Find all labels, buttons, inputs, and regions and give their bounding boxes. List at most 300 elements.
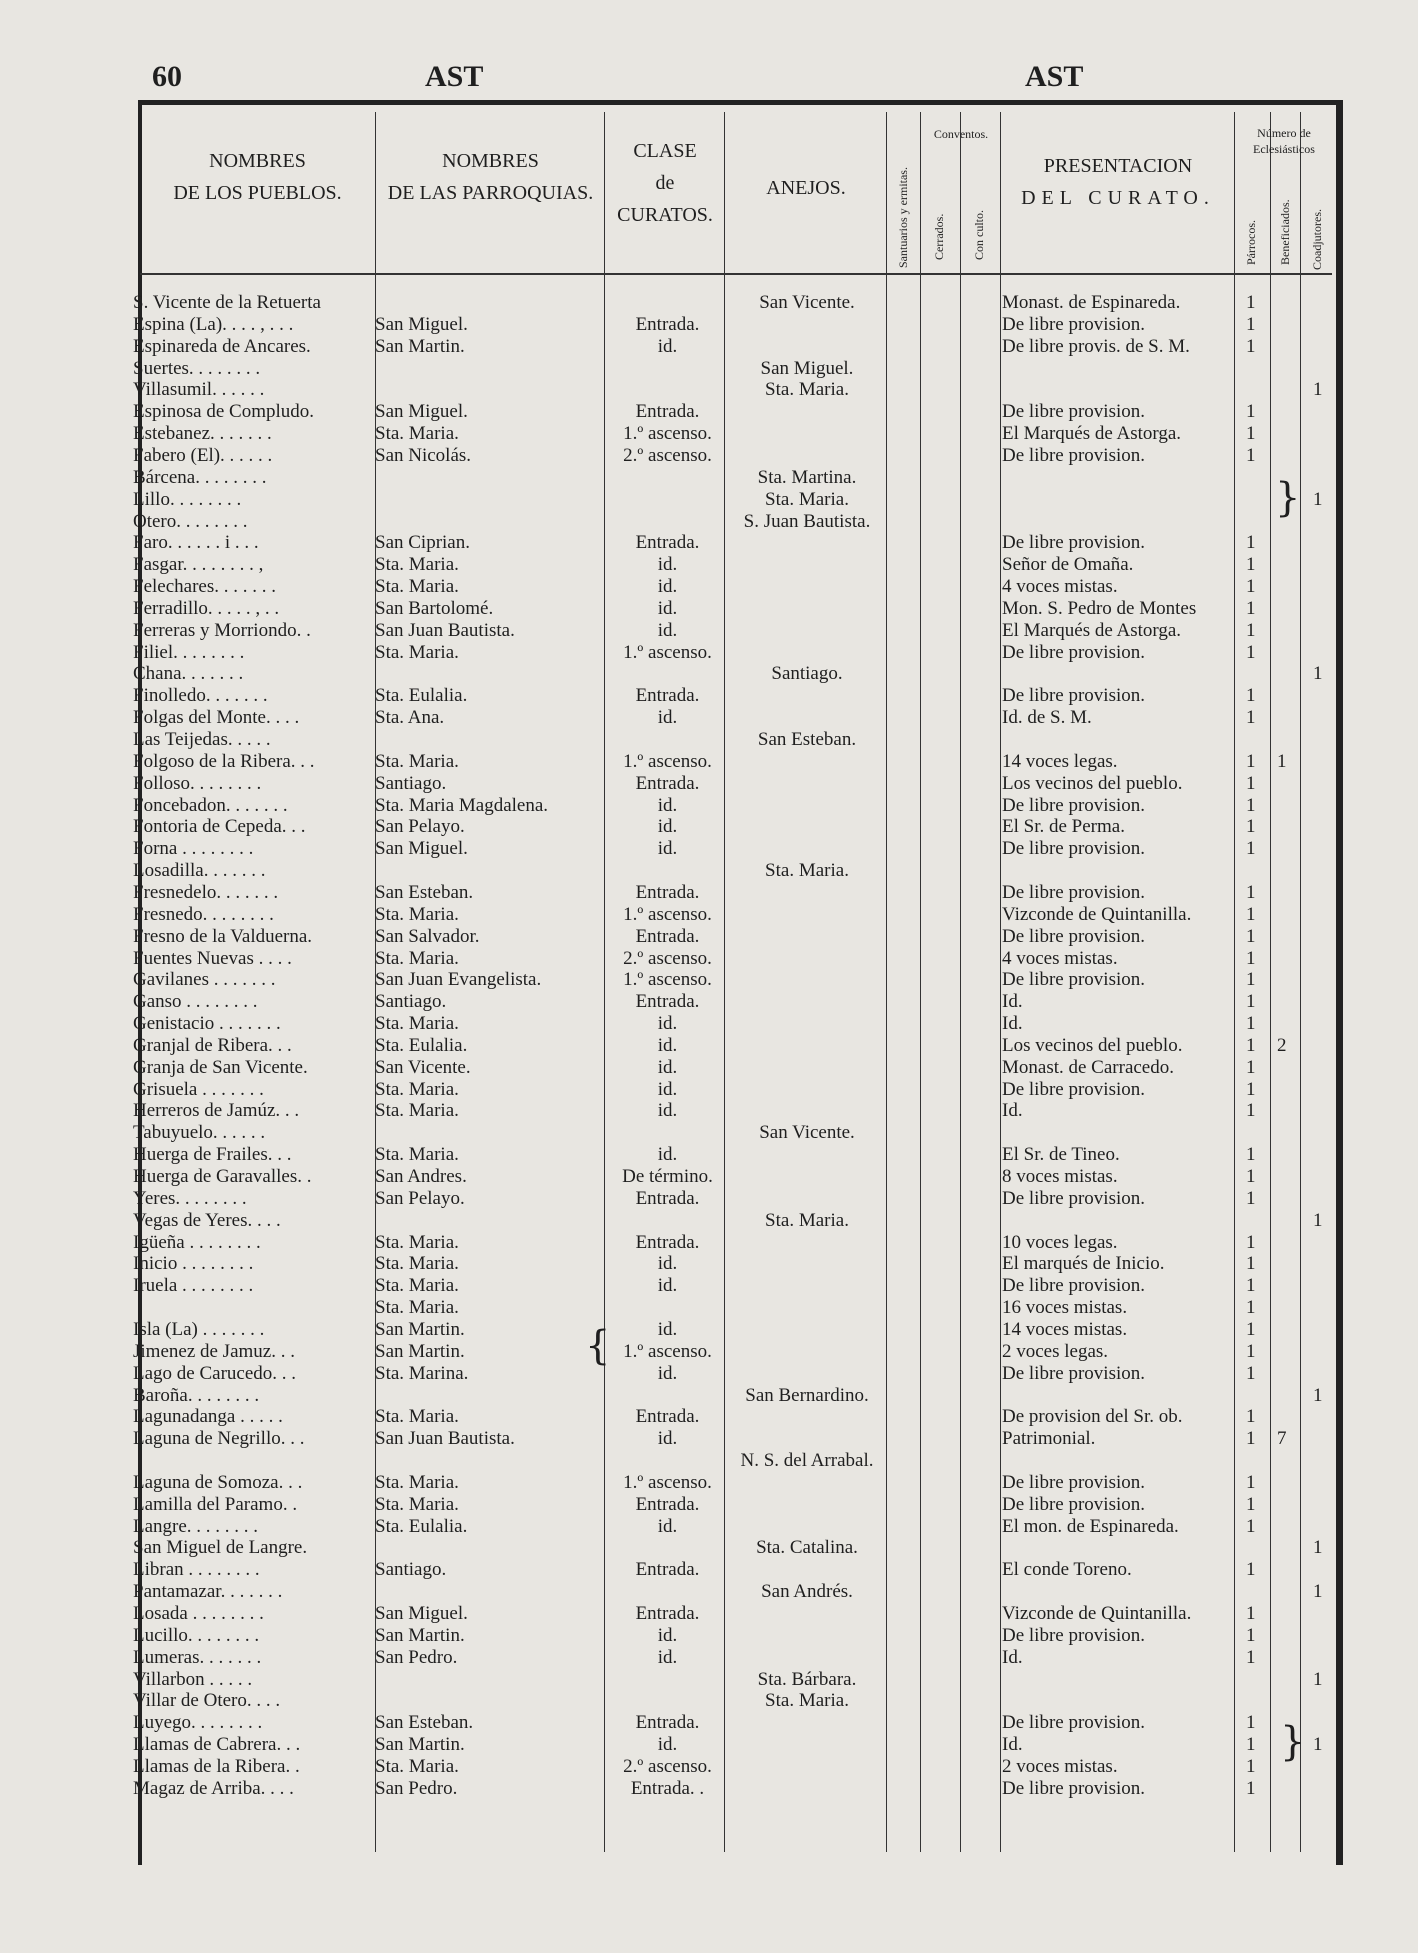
cell-presentacion: 10 voces legas.	[1002, 1231, 1118, 1253]
table-row	[0, 1778, 1418, 1800]
cell-pueblo: Jimenez de Jamuz. . .	[133, 1340, 295, 1362]
cell-parroquia: Sta. Maria.	[375, 1100, 459, 1122]
cell-clase: Entrada.	[635, 881, 700, 903]
cell-beneficiados: 7	[1277, 1428, 1287, 1450]
cell-parroquia: Sta. Maria.	[375, 1297, 459, 1319]
cell-pueblo: Lumeras. . . . . . .	[133, 1646, 262, 1668]
table-row	[0, 1625, 1418, 1647]
cell-parroquia: San Bartolomé.	[375, 597, 494, 619]
table-row	[0, 816, 1418, 838]
cell-presentacion: Id.	[1002, 1100, 1023, 1122]
cell-pueblo: Fresnedelo. . . . . . .	[133, 881, 279, 903]
table-row	[0, 1210, 1418, 1232]
cell-presentacion: Id. de S. M.	[1002, 707, 1092, 729]
cell-parrocos: 1	[1246, 1362, 1256, 1384]
cell-parrocos: 1	[1246, 1471, 1256, 1493]
cell-presentacion: De libre provision.	[1002, 1471, 1146, 1493]
col-header-conventos: Conventos.	[933, 127, 989, 141]
cell-coadjutores: 1	[1313, 1209, 1323, 1231]
table-row	[0, 1690, 1418, 1712]
brace-group-1: }	[1275, 475, 1301, 521]
cell-parrocos: 1	[1246, 1078, 1256, 1100]
cell-presentacion: De libre provision.	[1002, 1777, 1146, 1799]
cell-presentacion: Mon. S. Pedro de Montes	[1002, 597, 1197, 619]
cell-pueblo: Libran . . . . . . . .	[133, 1559, 260, 1581]
cell-presentacion: De libre provision.	[1002, 1362, 1146, 1384]
cell-anejo: San Esteban.	[757, 729, 857, 750]
cell-clase: id.	[657, 838, 678, 860]
cell-clase: 1.º ascenso.	[623, 903, 712, 925]
cell-presentacion: 14 voces mistas.	[1002, 1318, 1128, 1340]
cell-coadjutores: 1	[1313, 1384, 1323, 1406]
cell-pueblo: Otero. . . . . . . .	[133, 510, 248, 532]
cell-parroquia: Sta. Eulalia.	[375, 685, 468, 707]
cell-parroquia: San Pedro.	[375, 1646, 458, 1668]
table-row	[0, 1669, 1418, 1691]
cell-parrocos: 1	[1246, 1515, 1256, 1537]
cell-parrocos: 1	[1246, 554, 1256, 576]
cell-parroquia: San Miguel.	[375, 838, 468, 860]
col-header-parroquias: NOMBRES DE LAS PARROQUIAS.	[387, 150, 594, 204]
table-row	[0, 685, 1418, 707]
cell-pueblo: Baroña. . . . . . . .	[133, 1384, 260, 1406]
table-row	[0, 1734, 1418, 1756]
cell-clase: De término.	[622, 1166, 713, 1187]
cell-clase: id.	[657, 1515, 678, 1537]
table-row	[0, 1144, 1418, 1166]
cell-parrocos: 1	[1246, 444, 1256, 466]
cell-parroquia: Sta. Maria.	[375, 1755, 459, 1777]
cell-pueblo: Espina (La). . . . , . . .	[133, 313, 294, 335]
cell-pueblo: Lillo. . . . . . . .	[133, 488, 242, 510]
cell-parrocos: 1	[1246, 1428, 1256, 1450]
cell-clase: 2.º ascenso.	[623, 947, 712, 969]
cell-parrocos: 1	[1246, 685, 1256, 707]
cell-parrocos: 1	[1246, 794, 1256, 816]
table-row	[0, 467, 1418, 489]
table-row	[0, 292, 1418, 314]
cell-parrocos: 1	[1246, 1253, 1256, 1275]
cell-pueblo: Espinosa de Compludo.	[133, 401, 315, 423]
cell-pueblo: Grisuela . . . . . . .	[133, 1078, 264, 1100]
cell-clase: id.	[657, 576, 678, 598]
cell-parroquia: San Martin.	[375, 1734, 465, 1756]
cell-parroquia: Sta. Maria.	[375, 1406, 459, 1428]
table-row	[0, 423, 1418, 445]
cell-clase: id.	[657, 554, 678, 576]
cell-clase: Entrada.	[635, 1712, 700, 1734]
table-row	[0, 1319, 1418, 1341]
running-head-right: AST	[1025, 60, 1084, 93]
cell-presentacion: El conde Toreno.	[1002, 1559, 1132, 1581]
cell-pueblo: Ferreras y Morriondo. .	[133, 619, 311, 641]
cell-parroquia: San Miguel.	[375, 401, 468, 423]
cell-anejo: Sta. Maria.	[765, 860, 849, 882]
col-header-clase: CLASE de CURATOS.	[617, 140, 713, 226]
cell-presentacion: Monast. de Espinareda.	[1002, 292, 1181, 313]
cell-pueblo: Bárcena. . . . . . . .	[133, 466, 267, 488]
cell-anejo: San Bernardino.	[745, 1384, 869, 1406]
cell-parrocos: 1	[1246, 1166, 1256, 1187]
cell-clase: id.	[657, 335, 678, 357]
cell-pueblo: Fabero (El). . . . . .	[133, 444, 273, 466]
cell-parroquia: Sta. Maria.	[375, 1471, 459, 1493]
cell-pueblo: Losadilla. . . . . . .	[133, 860, 266, 882]
cell-clase: Entrada.	[635, 313, 700, 335]
cell-presentacion: Id.	[1002, 1646, 1023, 1668]
cell-beneficiados: 2	[1277, 1034, 1287, 1056]
table-row	[0, 795, 1418, 817]
table-row	[0, 948, 1418, 970]
brace-group-2: }	[1280, 1719, 1306, 1765]
cell-pueblo: Fasgar. . . . . . . . ,	[133, 554, 264, 576]
cell-parrocos: 1	[1246, 401, 1256, 423]
cell-parroquia: Sta. Maria.	[375, 554, 459, 576]
table-row	[0, 991, 1418, 1013]
cell-pueblo: Inicio . . . . . . . .	[133, 1253, 254, 1275]
cell-parrocos: 1	[1246, 597, 1256, 619]
cell-coadjutores: 1	[1313, 1537, 1323, 1559]
cell-presentacion: De libre provision.	[1002, 1078, 1146, 1100]
cell-pueblo: Huerga de Garavalles. .	[133, 1166, 312, 1187]
col-header-beneficiados: Beneficiados.	[1278, 199, 1292, 265]
cell-presentacion: 14 voces legas.	[1002, 750, 1118, 772]
cell-clase: 1.º ascenso.	[623, 750, 712, 772]
cell-parrocos: 1	[1246, 903, 1256, 925]
table-row	[0, 904, 1418, 926]
cell-parroquia: San Esteban.	[375, 1712, 474, 1734]
table-row	[0, 838, 1418, 860]
cell-parroquia: Sta. Maria.	[375, 1144, 459, 1166]
table-row	[0, 532, 1418, 554]
table-row	[0, 554, 1418, 576]
cell-clase: Entrada.	[635, 1603, 700, 1624]
cell-coadjutores: 1	[1313, 1734, 1323, 1756]
cell-parroquia: San Salvador.	[375, 925, 480, 947]
cell-anejo: N. S. del Arrabal.	[740, 1450, 874, 1472]
cell-clase: id.	[657, 1275, 678, 1297]
cell-pueblo: Chana. . . . . . .	[133, 663, 244, 685]
cell-clase: Entrada.	[635, 401, 700, 423]
cell-parroquia: Sta. Maria.	[375, 1493, 459, 1515]
table-row	[0, 1341, 1418, 1363]
cell-anejo: Sta. Maria.	[765, 1209, 849, 1231]
cell-clase: Entrada. .	[630, 1777, 705, 1799]
table-row	[0, 707, 1418, 729]
cell-parroquia: San Martin.	[375, 1624, 465, 1646]
page-number: 60	[152, 60, 182, 93]
cell-clase: id.	[657, 597, 678, 619]
cell-pueblo: Losada . . . . . . . .	[133, 1603, 264, 1624]
cell-presentacion: De libre provision.	[1002, 1187, 1146, 1209]
cell-parroquia: San Martin.	[375, 1340, 465, 1362]
col-header-presentacion: PRESENTACION DEL CURATO.	[1021, 155, 1215, 209]
table-row	[0, 1297, 1418, 1319]
cell-pueblo: Felechares. . . . . . .	[133, 576, 276, 598]
cell-parroquia: San Ciprian.	[375, 532, 470, 554]
cell-pueblo: Igüeña . . . . . . . .	[133, 1231, 261, 1253]
cell-parroquia: Sta. Ana.	[375, 707, 445, 729]
cell-parroquia: Sta. Maria.	[375, 947, 459, 969]
cell-presentacion: 2 voces legas.	[1002, 1340, 1109, 1362]
cell-parroquia: San Pedro.	[375, 1777, 458, 1799]
cell-clase: id.	[657, 1318, 678, 1340]
table-row	[0, 1559, 1418, 1581]
cell-presentacion: 4 voces mistas.	[1002, 947, 1118, 969]
cell-presentacion: De libre provis. de S. M.	[1002, 335, 1190, 357]
cell-parroquia: Santiago.	[375, 991, 447, 1013]
col-header-cerrados: Cerrados.	[932, 213, 946, 260]
cell-parrocos: 1	[1246, 1712, 1256, 1734]
cell-parroquia: Sta. Maria.	[375, 903, 459, 925]
cell-parroquia: San Esteban.	[375, 881, 474, 903]
cell-clase: id.	[657, 816, 678, 838]
cell-clase: id.	[657, 1056, 678, 1078]
table-row	[0, 1712, 1418, 1734]
cell-parrocos: 1	[1246, 1231, 1256, 1253]
cell-presentacion: De libre provision.	[1002, 794, 1146, 816]
cell-parrocos: 1	[1246, 925, 1256, 947]
cell-presentacion: De libre provision.	[1002, 444, 1146, 466]
cell-presentacion: De libre provision.	[1002, 969, 1146, 991]
cell-parroquia: San Vicente.	[375, 1056, 471, 1078]
cell-pueblo: Langre. . . . . . . .	[133, 1515, 259, 1537]
cell-presentacion: De libre provision.	[1002, 881, 1146, 903]
cell-parroquia: San Martin.	[375, 335, 465, 357]
cell-parrocos: 1	[1246, 641, 1256, 663]
cell-parroquia: Santiago.	[375, 772, 447, 794]
cell-clase: 1.º ascenso.	[623, 969, 712, 991]
cell-presentacion: El Marqués de Astorga.	[1002, 423, 1182, 445]
cell-parroquia: San Miguel.	[375, 313, 468, 335]
brace-group-isla: {	[585, 1323, 611, 1369]
cell-clase: Entrada.	[635, 532, 700, 554]
cell-pueblo: Filiel. . . . . . . .	[133, 641, 245, 663]
cell-parrocos: 1	[1246, 816, 1256, 838]
cell-pueblo: Vegas de Yeres. . . .	[133, 1209, 281, 1231]
cell-parroquia: Sta. Maria.	[375, 1231, 459, 1253]
cell-clase: Entrada.	[635, 1231, 700, 1253]
cell-pueblo: Las Teijedas. . . . .	[133, 729, 271, 750]
cell-pueblo: Fontoria de Cepeda. . .	[133, 816, 306, 838]
cell-presentacion: De libre provision.	[1002, 685, 1146, 707]
cell-coadjutores: 1	[1313, 379, 1323, 401]
cell-presentacion: De libre provision.	[1002, 838, 1146, 860]
cell-anejo: Sta. Martina.	[757, 466, 857, 488]
table-row	[0, 598, 1418, 620]
table-row	[0, 576, 1418, 598]
cell-parrocos: 1	[1246, 969, 1256, 991]
cell-clase: Entrada.	[635, 991, 700, 1013]
cell-parrocos: 1	[1246, 1406, 1256, 1428]
cell-coadjutores: 1	[1313, 663, 1323, 685]
cell-pueblo: Lago de Carucedo. . .	[133, 1362, 297, 1384]
table-row	[0, 1232, 1418, 1254]
cell-parrocos: 1	[1246, 1013, 1256, 1035]
cell-parrocos: 1	[1246, 1734, 1256, 1756]
cell-parroquia: Sta. Maria.	[375, 576, 459, 598]
cell-pueblo: Granjal de Ribera. . .	[133, 1034, 292, 1056]
cell-presentacion: 16 voces mistas.	[1002, 1297, 1128, 1319]
cell-parroquia: Sta. Marina.	[375, 1362, 469, 1384]
table-row	[0, 1450, 1418, 1472]
cell-parroquia: Sta. Maria.	[375, 1253, 459, 1275]
cell-parroquia: San Pelayo.	[375, 1187, 465, 1209]
table-row	[0, 882, 1418, 904]
cell-clase: 2.º ascenso.	[623, 1755, 712, 1777]
table-row	[0, 1428, 1418, 1450]
cell-parroquia: Sta. Maria.	[375, 1078, 459, 1100]
cell-presentacion: El Sr. de Tineo.	[1002, 1144, 1120, 1166]
cell-pueblo: Lamilla del Paramo. .	[133, 1493, 298, 1515]
cell-presentacion: De provision del Sr. ob.	[1002, 1406, 1183, 1428]
cell-clase: 1.º ascenso.	[623, 423, 712, 445]
table-row	[0, 1472, 1418, 1494]
cell-pueblo: Tabuyuelo. . . . . .	[133, 1122, 266, 1144]
table-row	[0, 1537, 1418, 1559]
cell-clase: id.	[657, 1034, 678, 1056]
header-rule	[140, 273, 1332, 275]
cell-parrocos: 1	[1246, 292, 1256, 313]
cell-parrocos: 1	[1246, 1144, 1256, 1166]
cell-parrocos: 1	[1246, 335, 1256, 357]
cell-beneficiados: 1	[1277, 750, 1287, 772]
cell-clase: Entrada.	[635, 925, 700, 947]
cell-presentacion: Patrimonial.	[1002, 1428, 1096, 1450]
cell-presentacion: De libre provision.	[1002, 532, 1146, 554]
cell-anejo: S. Juan Bautista.	[743, 510, 871, 532]
cell-parroquia: San Pelayo.	[375, 816, 465, 838]
table-row	[0, 489, 1418, 511]
cell-presentacion: Los vecinos del pueblo.	[1002, 1034, 1183, 1056]
col-header-parrocos: Párrocos.	[1244, 220, 1258, 265]
cell-presentacion: De libre provision.	[1002, 1493, 1146, 1515]
cell-clase: id.	[657, 1362, 678, 1384]
cell-pueblo: Fresno de la Valduerna.	[133, 925, 313, 947]
cell-presentacion: 8 voces mistas.	[1002, 1166, 1118, 1187]
cell-parroquia: Sta. Eulalia.	[375, 1034, 468, 1056]
cell-pueblo: Herreros de Jamúz. . .	[133, 1100, 300, 1122]
table-row	[0, 1363, 1418, 1385]
running-head-left: AST	[425, 60, 484, 93]
cell-pueblo: Faro. . . . . . i . . .	[133, 532, 259, 554]
cell-clase: 2.º ascenso.	[623, 444, 712, 466]
cell-pueblo: Ferradillo. . . . . , . .	[133, 597, 280, 619]
cell-pueblo: Luyego. . . . . . . .	[133, 1712, 263, 1734]
cell-parrocos: 1	[1246, 1187, 1256, 1209]
cell-pueblo: Gavilanes . . . . . . .	[133, 969, 276, 991]
cell-parrocos: 1	[1246, 1603, 1256, 1624]
cell-parrocos: 1	[1246, 423, 1256, 445]
cell-anejo: Santiago.	[771, 663, 843, 685]
table-row	[0, 642, 1418, 664]
cell-pueblo: Forna . . . . . . . .	[133, 838, 254, 860]
cell-parroquia: Sta. Eulalia.	[375, 1515, 468, 1537]
cell-clase: Entrada.	[635, 1187, 700, 1209]
cell-pueblo: Foncebadon. . . . . . .	[133, 794, 288, 816]
table-row	[0, 314, 1418, 336]
cell-parrocos: 1	[1246, 1340, 1256, 1362]
table-row	[0, 401, 1418, 423]
cell-clase: Entrada.	[635, 685, 700, 707]
cell-parroquia: San Nicolás.	[375, 444, 472, 466]
col-header-pueblos: NOMBRES DE LOS PUEBLOS.	[173, 150, 342, 204]
table-row	[0, 1166, 1418, 1188]
cell-pueblo: Laguna de Negrillo. . .	[133, 1428, 305, 1450]
cell-parrocos: 1	[1246, 1624, 1256, 1646]
cell-parroquia: Sta. Maria.	[375, 641, 459, 663]
cell-pueblo: Iruela . . . . . . . .	[133, 1275, 254, 1297]
table-row	[0, 336, 1418, 358]
cell-presentacion: El Sr. de Perma.	[1002, 816, 1125, 838]
cell-coadjutores: 1	[1313, 1668, 1323, 1690]
table-row	[0, 969, 1418, 991]
cell-parroquia: Sta. Maria.	[375, 1275, 459, 1297]
cell-presentacion: El Marqués de Astorga.	[1002, 619, 1182, 641]
cell-parroquia: Santiago.	[375, 1559, 447, 1581]
col-header-coadjutores: Coadjutores.	[1310, 209, 1324, 270]
cell-pueblo: Espinareda de Ancares.	[133, 335, 311, 357]
cell-presentacion: De libre provision.	[1002, 641, 1146, 663]
cell-parrocos: 1	[1246, 1646, 1256, 1668]
cell-parrocos: 1	[1246, 1318, 1256, 1340]
table-row	[0, 773, 1418, 795]
cell-presentacion: De libre provision.	[1002, 313, 1146, 335]
col-header-con-culto: Con culto.	[972, 210, 986, 260]
cell-clase: id.	[657, 794, 678, 816]
cell-presentacion: 2 voces mistas.	[1002, 1755, 1118, 1777]
table-row	[0, 1057, 1418, 1079]
table-row	[0, 1013, 1418, 1035]
cell-clase: id.	[657, 619, 678, 641]
cell-anejo: Sta. Maria.	[765, 488, 849, 510]
cell-presentacion: De libre provision.	[1002, 1275, 1146, 1297]
cell-coadjutores: 1	[1313, 488, 1323, 510]
col-header-santuarios: Santuarios y ermitas.	[896, 167, 910, 268]
cell-parroquia: San Juan Bautista.	[375, 619, 515, 641]
cell-parrocos: 1	[1246, 1056, 1256, 1078]
cell-clase: id.	[657, 1428, 678, 1450]
cell-clase: id.	[657, 1734, 678, 1756]
cell-clase: 1.º ascenso.	[623, 1340, 712, 1362]
cell-pueblo: Villarbon . . . . .	[133, 1668, 253, 1690]
cell-parroquia: Sta. Maria Magdalena.	[375, 794, 549, 816]
cell-parrocos: 1	[1246, 1777, 1256, 1799]
col-header-numero: Número de Eclesiásticos	[1253, 126, 1315, 156]
cell-presentacion: Los vecinos del pueblo.	[1002, 772, 1183, 794]
cell-presentacion: 4 voces mistas.	[1002, 576, 1118, 598]
cell-parroquia: Sta. Maria.	[375, 423, 459, 445]
table-row	[0, 1516, 1418, 1538]
cell-pueblo: Folloso. . . . . . . .	[133, 772, 262, 794]
cell-parrocos: 1	[1246, 750, 1256, 772]
cell-pueblo: Lagunadanga . . . . .	[133, 1406, 283, 1428]
cell-anejo: San Vicente.	[759, 1122, 855, 1144]
cell-anejo: Sta. Catalina.	[756, 1537, 858, 1559]
cell-clase: Entrada.	[635, 1559, 700, 1581]
cell-pueblo: Lucillo. . . . . . . .	[133, 1624, 260, 1646]
cell-pueblo: Genistacio . . . . . . .	[133, 1013, 281, 1035]
table-row	[0, 1100, 1418, 1122]
cell-presentacion: De libre provision.	[1002, 1712, 1146, 1734]
cell-pueblo: Folgoso de la Ribera. . .	[133, 750, 315, 772]
cell-presentacion: Vizconde de Quintanilla.	[1002, 903, 1192, 925]
table-row	[0, 1188, 1418, 1210]
cell-pueblo: Isla (La) . . . . . . .	[133, 1318, 265, 1340]
table-row	[0, 445, 1418, 467]
cell-pueblo: Fuentes Nuevas . . . .	[133, 947, 292, 969]
cell-parroquia: San Andres.	[375, 1166, 467, 1187]
